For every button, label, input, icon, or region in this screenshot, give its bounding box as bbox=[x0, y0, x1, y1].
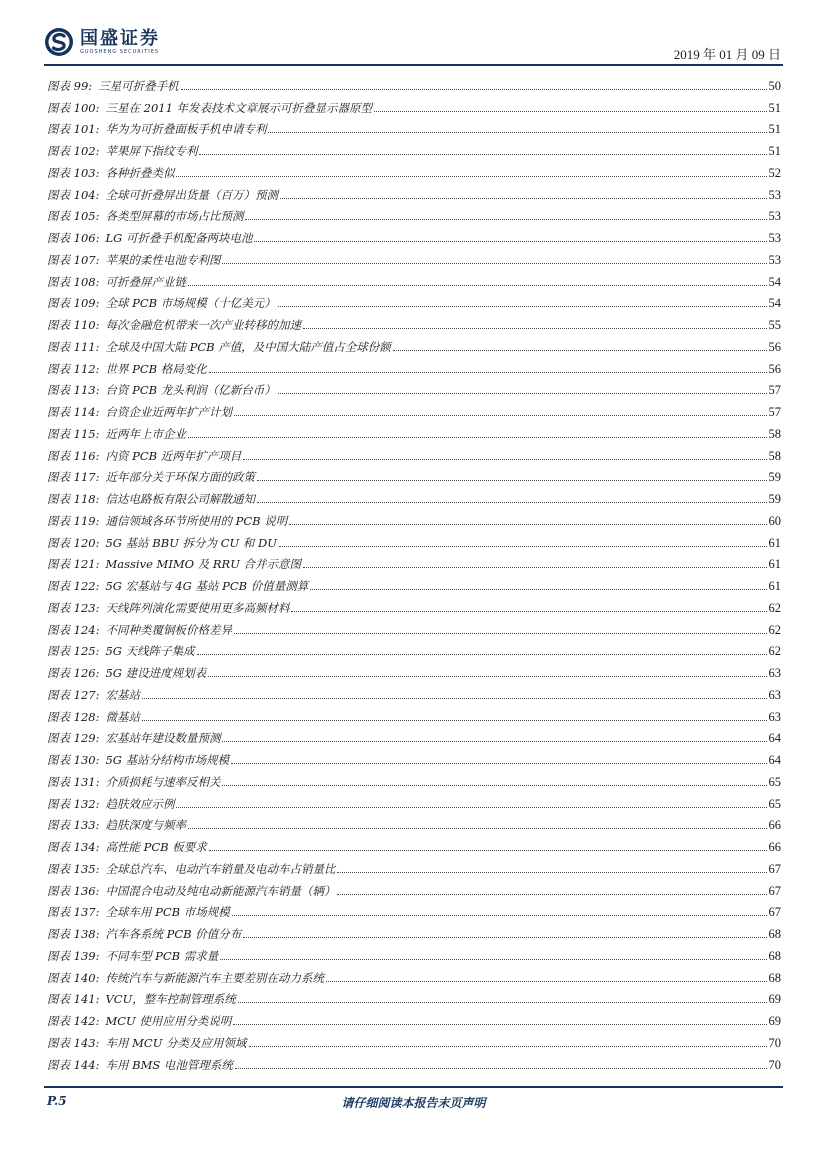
figure-label: 图表 122: bbox=[47, 579, 100, 593]
figure-caption: LG 可折叠手机配备两块电池 bbox=[105, 231, 253, 245]
figure-label: 图表 116: bbox=[47, 448, 100, 463]
dot-leader bbox=[197, 654, 767, 655]
figure-page-number: 51 bbox=[768, 122, 781, 137]
figure-page-number: 60 bbox=[768, 513, 781, 528]
figure-label: 图表 118: bbox=[47, 492, 100, 506]
figure-caption: 全球及中国大陆 PCB 产值，及中国大陆产值占全球份额 bbox=[105, 339, 391, 354]
dot-leader bbox=[231, 763, 766, 764]
figure-page-number: 56 bbox=[768, 339, 781, 354]
dot-leader bbox=[243, 459, 766, 460]
figure-index-entry[interactable] bbox=[47, 289, 781, 311]
figure-index-entry[interactable] bbox=[47, 745, 781, 767]
dot-leader bbox=[280, 198, 767, 199]
dot-leader bbox=[278, 393, 767, 394]
figure-caption: 台资 PCB 龙头利润（亿新台币） bbox=[105, 383, 276, 398]
figure-caption: 5G 建设进度规划表 bbox=[105, 666, 207, 680]
figure-page-number: 67 bbox=[768, 905, 781, 920]
figure-page-number: 53 bbox=[768, 252, 781, 267]
figure-index-entry[interactable] bbox=[47, 571, 781, 593]
figure-page-number: 69 bbox=[768, 992, 781, 1007]
figure-caption: 近年部分关于环保方面的政策 bbox=[105, 470, 255, 485]
dot-leader bbox=[303, 328, 767, 329]
figure-caption: 不同车型 PCB 需求量 bbox=[105, 948, 219, 963]
dot-leader bbox=[393, 350, 767, 351]
figure-caption: 5G 天线阵子集成 bbox=[105, 644, 195, 659]
figure-index-entry[interactable] bbox=[47, 680, 781, 702]
figure-label: 图表 133: bbox=[47, 818, 100, 833]
figure-label: 图表 112: bbox=[47, 361, 100, 376]
dot-leader bbox=[374, 111, 766, 112]
figure-index-entry[interactable] bbox=[47, 441, 781, 463]
figure-index-entry[interactable] bbox=[47, 724, 781, 746]
figure-page-number: 54 bbox=[768, 274, 781, 289]
figure-label: 图表 104: bbox=[47, 187, 100, 202]
figure-page-number: 53 bbox=[768, 209, 781, 224]
figure-label: 图表 107: bbox=[47, 252, 100, 267]
figure-page-number: 66 bbox=[768, 818, 781, 833]
figure-index-entry[interactable] bbox=[47, 180, 781, 202]
figure-index-entry[interactable] bbox=[47, 397, 781, 419]
figure-index-entry[interactable] bbox=[47, 1028, 781, 1050]
figure-index-entry[interactable] bbox=[47, 267, 781, 289]
figure-label: 图表 106: bbox=[47, 231, 100, 245]
figure-index-entry[interactable] bbox=[47, 767, 781, 789]
figure-index-entry[interactable] bbox=[47, 115, 781, 137]
figure-caption: 车用 MCU 分类及应用领域 bbox=[105, 1035, 247, 1050]
figure-index-entry[interactable] bbox=[47, 202, 781, 224]
figure-index-entry[interactable] bbox=[47, 419, 781, 441]
figure-caption: 全球总汽车、电动汽车销量及电动车占销量比 bbox=[105, 861, 336, 876]
figure-caption: 趋肤效应示例 bbox=[105, 796, 175, 811]
figure-page-number: 52 bbox=[768, 165, 781, 180]
figure-label: 图表 136: bbox=[47, 883, 100, 898]
figure-page-number: 57 bbox=[768, 383, 781, 398]
figure-label: 图表 120: bbox=[47, 535, 100, 550]
figure-page-number: 67 bbox=[768, 861, 781, 876]
figure-caption: VCU，整车控制管理系统 bbox=[105, 992, 236, 1007]
dot-leader bbox=[337, 872, 766, 873]
page-number: P.5 bbox=[47, 1094, 67, 1108]
figure-label: 图表 99: bbox=[47, 78, 93, 93]
figure-label: 图表 126: bbox=[47, 666, 100, 680]
dot-leader bbox=[188, 437, 767, 438]
figure-caption: 内资 PCB 近两年扩产项目 bbox=[105, 448, 242, 463]
figure-label: 图表 117: bbox=[47, 470, 100, 485]
figure-index-entry[interactable] bbox=[47, 876, 781, 898]
figure-label: 图表 113: bbox=[47, 383, 100, 398]
figure-caption: 台资企业近两年扩产计划 bbox=[105, 405, 232, 419]
company-logo bbox=[44, 27, 160, 57]
dot-leader bbox=[243, 937, 766, 938]
figure-label: 图表 138: bbox=[47, 927, 100, 941]
figure-label: 图表 114: bbox=[47, 405, 100, 419]
figure-index-entry[interactable] bbox=[47, 136, 781, 158]
figure-page-number: 68 bbox=[768, 970, 781, 985]
dot-leader bbox=[238, 1002, 767, 1003]
figure-page-number: 57 bbox=[768, 405, 781, 419]
figure-page-number: 58 bbox=[768, 426, 781, 441]
figure-caption: 中国混合电动及纯电动新能源汽车销量（辆） bbox=[105, 883, 336, 898]
figure-label: 图表 119: bbox=[47, 513, 100, 528]
dot-leader bbox=[249, 1046, 767, 1047]
figure-page-number: 59 bbox=[768, 492, 781, 506]
figure-label: 图表 135: bbox=[47, 861, 100, 876]
dot-leader bbox=[234, 415, 767, 416]
figure-page-number: 70 bbox=[768, 1057, 781, 1072]
figure-page-number: 63 bbox=[768, 709, 781, 724]
figure-label: 图表 132: bbox=[47, 796, 100, 811]
figure-page-number: 62 bbox=[768, 600, 781, 615]
figure-caption: 三星在 2011 年发表技术文章展示可折叠显示器原型 bbox=[105, 100, 373, 115]
figure-page-number: 61 bbox=[768, 557, 781, 572]
dot-leader bbox=[303, 567, 766, 568]
footer-divider bbox=[44, 1086, 783, 1088]
figure-caption: 车用 BMS 电池管理系统 bbox=[105, 1057, 233, 1072]
figure-index-entry[interactable] bbox=[47, 71, 781, 93]
figure-index-list bbox=[47, 71, 781, 1072]
figure-index-entry[interactable] bbox=[47, 832, 781, 854]
figure-label: 图表 110: bbox=[47, 318, 100, 332]
figure-caption: 近两年上市企业 bbox=[105, 426, 186, 441]
dot-leader bbox=[222, 741, 766, 742]
dot-leader bbox=[310, 589, 766, 590]
figure-label: 图表 101: bbox=[47, 122, 100, 137]
figure-label: 图表 144: bbox=[47, 1057, 100, 1072]
disclaimer-note: 请仔细阅读本报告末页声明 bbox=[341, 1096, 486, 1110]
page-header bbox=[0, 0, 827, 66]
figure-page-number: 51 bbox=[768, 100, 781, 115]
report-date: 2019 年 01 月 09 日 bbox=[673, 47, 781, 62]
figure-index-entry[interactable] bbox=[47, 332, 781, 354]
figure-index-entry[interactable] bbox=[47, 898, 781, 920]
dot-leader bbox=[245, 219, 766, 220]
figure-caption: 5G 基站 BBU 拆分为 CU 和 DU bbox=[105, 535, 277, 550]
figure-caption: 5G 宏基站与 4G 基站 PCB 价值量测算 bbox=[105, 579, 309, 593]
figure-label: 图表 128: bbox=[47, 709, 100, 724]
figure-page-number: 61 bbox=[768, 535, 781, 550]
dot-leader bbox=[326, 981, 767, 982]
figure-caption: 华为为可折叠面板手机申请专利 bbox=[105, 122, 267, 137]
figure-caption: 苹果的柔性电池专利图 bbox=[105, 252, 221, 267]
dot-leader bbox=[278, 306, 767, 307]
header-divider bbox=[44, 64, 783, 66]
dot-leader bbox=[209, 850, 767, 851]
figure-caption: 全球可折叠屏出货量（百万）预测 bbox=[105, 187, 278, 202]
figure-index-entry[interactable] bbox=[47, 550, 781, 572]
figure-page-number: 66 bbox=[768, 840, 781, 854]
figure-label: 图表 100: bbox=[47, 100, 100, 115]
figure-index-entry[interactable] bbox=[47, 985, 781, 1007]
figure-caption: 每次金融危机带来一次产业转移的加速 bbox=[105, 318, 301, 332]
figure-label: 图表 115: bbox=[47, 426, 100, 441]
figure-page-number: 62 bbox=[768, 644, 781, 659]
figure-label: 图表 124: bbox=[47, 622, 100, 637]
figure-caption: 全球 PCB 市场规模（十亿美元） bbox=[105, 296, 276, 311]
figure-caption: 信达电路板有限公司解散通知 bbox=[105, 492, 255, 506]
figure-label: 图表 131: bbox=[47, 774, 100, 789]
figure-caption: 可折叠屏产业链 bbox=[105, 274, 186, 289]
figure-index-entry[interactable] bbox=[47, 811, 781, 833]
figure-page-number: 59 bbox=[768, 470, 781, 485]
figure-label: 图表 108: bbox=[47, 274, 100, 289]
figure-page-number: 53 bbox=[768, 187, 781, 202]
dot-leader bbox=[235, 1068, 767, 1069]
figure-index-entry[interactable] bbox=[47, 615, 781, 637]
figure-label: 图表 130: bbox=[47, 753, 100, 767]
figure-page-number: 68 bbox=[768, 948, 781, 963]
dot-leader bbox=[176, 807, 766, 808]
figure-index-entry[interactable] bbox=[47, 528, 781, 550]
figure-caption: MCU 使用应用分类说明 bbox=[105, 1014, 232, 1028]
brand-name-english: GUOSHENG SECURITIES bbox=[80, 48, 160, 55]
dot-leader bbox=[142, 720, 767, 721]
figure-page-number: 69 bbox=[768, 1014, 781, 1028]
figure-caption: 介质损耗与速率反相关 bbox=[105, 774, 221, 789]
figure-label: 图表 140: bbox=[47, 970, 100, 985]
figure-caption: Massive MIMO 及 RRU 合并示意图 bbox=[105, 557, 302, 572]
figure-index-entry[interactable] bbox=[47, 484, 781, 506]
figure-label: 图表 121: bbox=[47, 557, 100, 572]
figure-caption: 苹果屏下指纹专利 bbox=[105, 144, 198, 158]
figure-caption: 5G 基站分结构市场规模 bbox=[105, 753, 230, 767]
dot-leader bbox=[257, 502, 767, 503]
figure-caption: 通信领域各环节所使用的 PCB 说明 bbox=[105, 513, 288, 528]
figure-caption: 世界 PCB 格局变化 bbox=[105, 361, 207, 376]
figure-caption: 高性能 PCB 板要求 bbox=[105, 840, 207, 854]
dot-leader bbox=[257, 480, 767, 481]
figure-index-entry[interactable] bbox=[47, 854, 781, 876]
figure-label: 图表 102: bbox=[47, 144, 100, 158]
figure-page-number: 65 bbox=[768, 774, 781, 789]
figure-label: 图表 109: bbox=[47, 296, 100, 311]
figure-page-number: 68 bbox=[768, 927, 781, 941]
figure-caption: 汽车各系统 PCB 价值分布 bbox=[105, 927, 242, 941]
figure-index-entry[interactable] bbox=[47, 919, 781, 941]
brand-name: 国盛证券 bbox=[80, 27, 160, 49]
figure-page-number: 64 bbox=[768, 731, 781, 746]
figure-index-entry[interactable] bbox=[47, 93, 781, 115]
figure-page-number: 56 bbox=[768, 361, 781, 376]
dot-leader bbox=[208, 676, 766, 677]
figure-caption: 全球车用 PCB 市场规模 bbox=[105, 905, 230, 920]
figure-caption: 宏基站年建设数量预测 bbox=[105, 731, 221, 746]
figure-index-entry[interactable] bbox=[47, 1006, 781, 1028]
figure-label: 图表 111: bbox=[47, 339, 100, 354]
dot-leader bbox=[234, 633, 767, 634]
figure-label: 图表 125: bbox=[47, 644, 100, 659]
dot-leader bbox=[181, 89, 767, 90]
dot-leader bbox=[222, 263, 766, 264]
dot-leader bbox=[188, 828, 767, 829]
dot-leader bbox=[188, 285, 767, 286]
figure-label: 图表 103: bbox=[47, 165, 100, 180]
figure-index-entry[interactable] bbox=[47, 941, 781, 963]
dot-leader bbox=[232, 915, 767, 916]
dot-leader bbox=[220, 959, 766, 960]
figure-page-number: 51 bbox=[768, 144, 781, 158]
figure-caption: 微基站 bbox=[105, 709, 140, 724]
figure-label: 图表 105: bbox=[47, 209, 100, 224]
figure-index-entry[interactable] bbox=[47, 637, 781, 659]
dot-leader bbox=[289, 524, 766, 525]
figure-index-entry[interactable] bbox=[47, 310, 781, 332]
figure-page-number: 58 bbox=[768, 448, 781, 463]
dot-leader bbox=[233, 1024, 766, 1025]
figure-caption: 各类型屏幕的市场占比预测 bbox=[105, 209, 244, 224]
dot-leader bbox=[279, 546, 767, 547]
figure-index-entry[interactable] bbox=[47, 702, 781, 724]
figure-page-number: 61 bbox=[768, 579, 781, 593]
dot-leader bbox=[222, 785, 766, 786]
figure-label: 图表 143: bbox=[47, 1035, 100, 1050]
figure-page-number: 63 bbox=[768, 687, 781, 702]
figure-caption: 宏基站 bbox=[105, 687, 140, 702]
figure-page-number: 53 bbox=[768, 231, 781, 245]
dot-leader bbox=[268, 132, 766, 133]
figure-index-entry[interactable] bbox=[47, 245, 781, 267]
figure-label: 图表 139: bbox=[47, 948, 100, 963]
dot-leader bbox=[176, 176, 766, 177]
figure-index-entry[interactable] bbox=[47, 223, 781, 245]
figure-label: 图表 129: bbox=[47, 731, 100, 746]
figure-caption: 天线阵列演化需要使用更多高频材料 bbox=[105, 600, 290, 615]
figure-page-number: 54 bbox=[768, 296, 781, 311]
dot-leader bbox=[199, 154, 766, 155]
figure-caption: 传统汽车与新能源汽车主要差别在动力系统 bbox=[105, 970, 324, 985]
figure-label: 图表 137: bbox=[47, 905, 100, 920]
figure-label: 图表 123: bbox=[47, 600, 100, 615]
figure-page-number: 65 bbox=[768, 796, 781, 811]
figure-page-number: 63 bbox=[768, 666, 781, 680]
figure-index-entry[interactable] bbox=[47, 963, 781, 985]
figure-caption: 不同种类覆铜板价格差异 bbox=[105, 622, 232, 637]
figure-index-entry[interactable] bbox=[47, 354, 781, 376]
figure-page-number: 55 bbox=[768, 318, 781, 332]
figure-caption: 三星可折叠手机 bbox=[98, 78, 179, 93]
figure-label: 图表 127: bbox=[47, 687, 100, 702]
dot-leader bbox=[254, 241, 766, 242]
figure-index-entry[interactable] bbox=[47, 1050, 781, 1072]
figure-page-number: 64 bbox=[768, 753, 781, 767]
figure-index-entry[interactable] bbox=[47, 789, 781, 811]
figure-index-entry[interactable] bbox=[47, 463, 781, 485]
dot-leader bbox=[337, 894, 766, 895]
dot-leader bbox=[209, 372, 767, 373]
figure-label: 图表 141: bbox=[47, 992, 100, 1007]
figure-index-entry[interactable] bbox=[47, 376, 781, 398]
figure-page-number: 67 bbox=[768, 883, 781, 898]
dot-leader bbox=[142, 698, 767, 699]
guosheng-logo-icon bbox=[44, 27, 74, 57]
figure-page-number: 62 bbox=[768, 622, 781, 637]
figure-label: 图表 142: bbox=[47, 1014, 100, 1028]
figure-index-entry[interactable] bbox=[47, 506, 781, 528]
figure-caption: 趋肤深度与频率 bbox=[105, 818, 186, 833]
figure-page-number: 50 bbox=[768, 78, 781, 93]
dot-leader bbox=[291, 611, 766, 612]
figure-caption: 各种折叠类似 bbox=[105, 165, 175, 180]
figure-index-entry[interactable] bbox=[47, 658, 781, 680]
figure-index-entry[interactable] bbox=[47, 158, 781, 180]
figure-label: 图表 134: bbox=[47, 840, 100, 854]
figure-index-entry[interactable] bbox=[47, 593, 781, 615]
figure-page-number: 70 bbox=[768, 1035, 781, 1050]
